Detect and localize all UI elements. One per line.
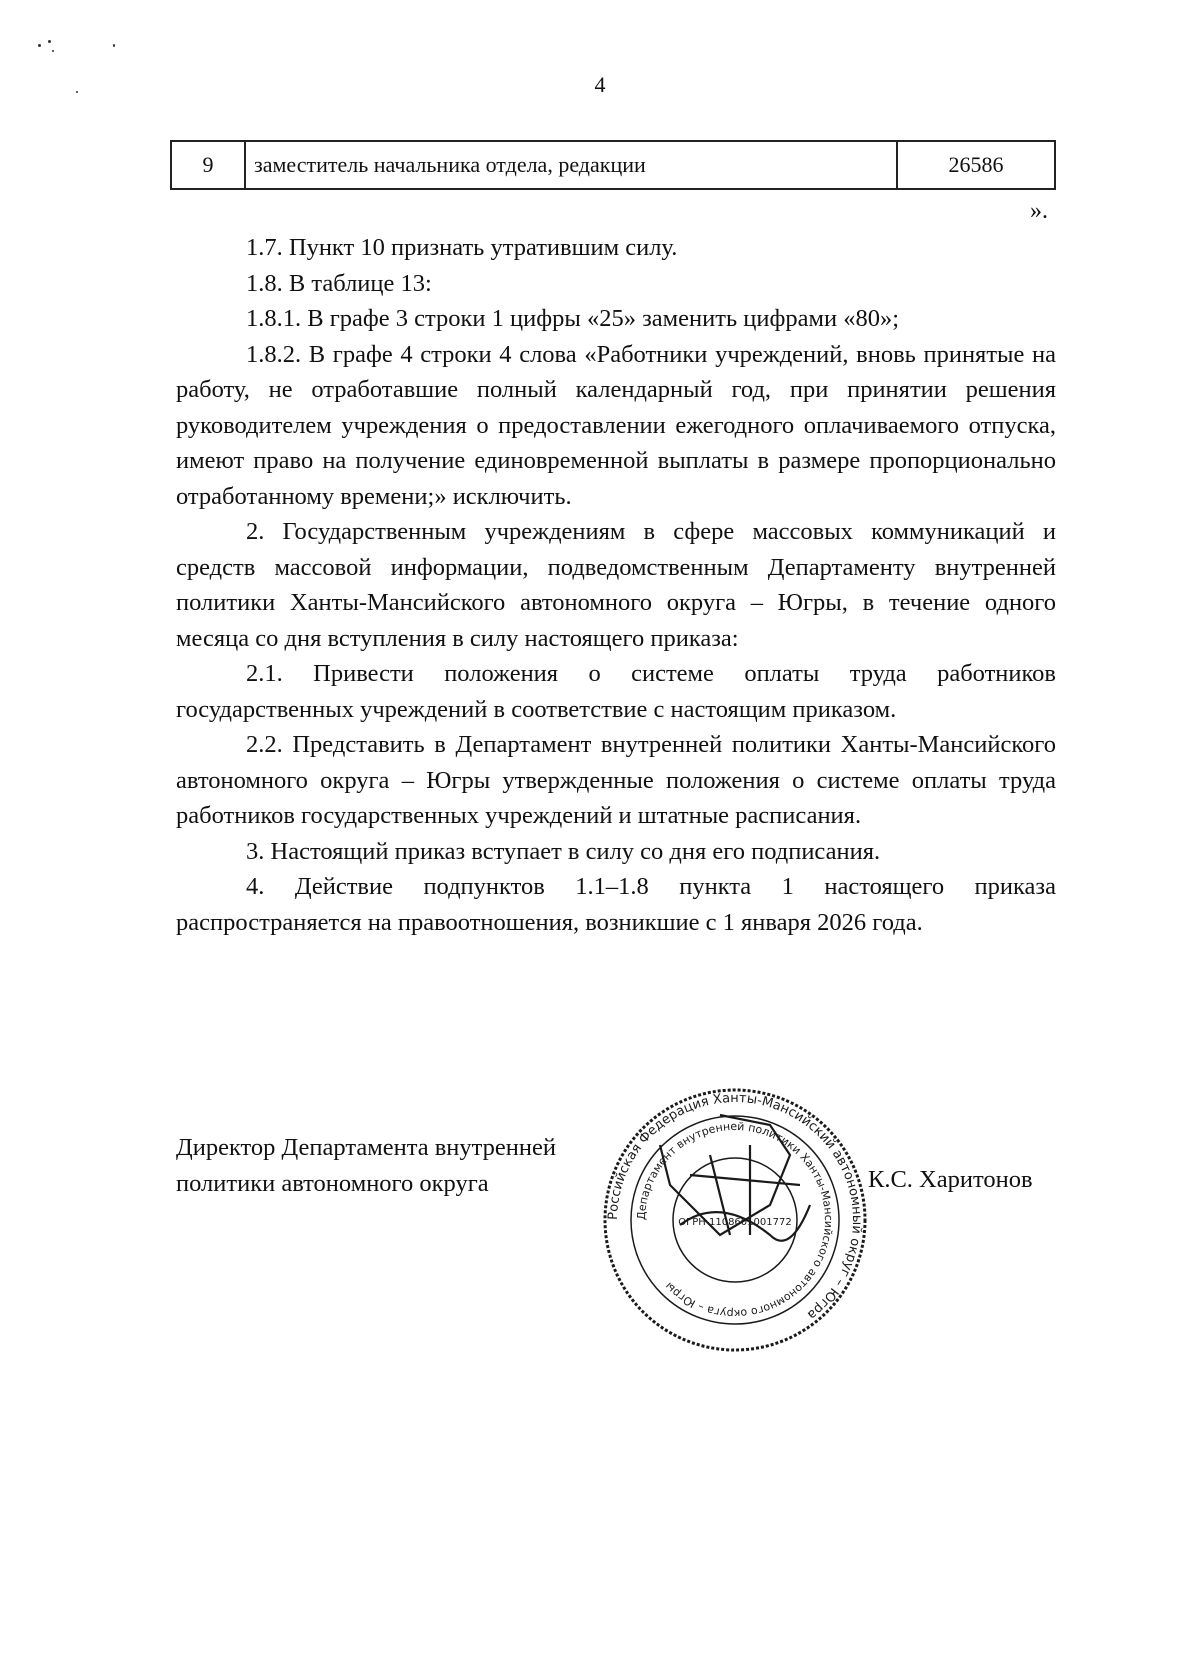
page-number: 4 <box>594 72 606 97</box>
seal-outer-text: Российская Федерация Ханты-Мансийский автономный округ – Югра <box>605 1090 865 1323</box>
paragraph-1-8-1: 1.8.1. В графе 3 строки 1 цифры «25» заменить цифрами «80»; <box>246 305 900 332</box>
signatory-position <box>176 1130 556 1202</box>
document-body <box>176 230 1056 940</box>
paragraph-2: 2. Государственным учреждениям в сфере массовых коммуникаций и средств массовой информации, подведомственным Департаменту внутренней политики Ханты-Мансийского автономного округа – Югры, в течение одного месяца со дня вступления в силу настоящего приказа: <box>176 518 1056 652</box>
salary-value: 26586 <box>897 141 1055 189</box>
paragraph-3: 3. Настоящий приказ вступает в силу со дня его подписания. <box>246 837 881 865</box>
signatory-name: К.С. Харитонов <box>868 1166 1033 1193</box>
seal-inner-text: Департамент внутренней политики Ханты-Мансийского автономного округа – Югры <box>634 1119 836 1321</box>
paragraph-4: 4. Действие подпунктов 1.1–1.8 пункта 1 настоящего приказа распространяется на правоотношения, возникшие с 1 января 2026 года. <box>176 873 1056 936</box>
seal-center-text: ОГРН 1108601001772 <box>678 1217 792 1228</box>
position-title: заместитель начальника отдела, редакции <box>245 141 897 189</box>
paragraph-2-1: 2.1. Привести положения о системе оплаты труда работников государственных учреждений в соответствие с настоящим приказом. <box>176 660 1056 723</box>
position-line-2: политики автономного округа <box>176 1170 489 1197</box>
paragraph-1-8-2: 1.8.2. В графе 4 строки 4 слова «Работники учреждений, вновь принятые на работу, не отработавшие полный календарный год, при принятии решения руководителем учреждения о предоставлении ежегодного оплачиваемого отпуска, имеют право на получение единовременной выплаты в размере пропорционально отработанному времени;» исключить. <box>176 340 1056 510</box>
row-number: 9 <box>171 141 245 189</box>
position-line-1: Директор Департамента внутренней <box>176 1134 556 1161</box>
paragraph-1-7: 1.7. Пункт 10 признать утратившим силу. <box>246 234 678 261</box>
paragraph-1-8: 1.8. В таблице 13: <box>246 269 432 297</box>
closing-quote: ». <box>1030 198 1048 224</box>
official-seal <box>600 1085 870 1355</box>
paragraph-2-2: 2.2. Представить в Департамент внутренней политики Ханты-Мансийского автономного округа – Югры утвержденные положения о системе оплаты труда работников государственных учреждений и штатные расписания. <box>176 731 1056 829</box>
table-row <box>171 141 1055 189</box>
salary-table <box>170 140 1056 190</box>
